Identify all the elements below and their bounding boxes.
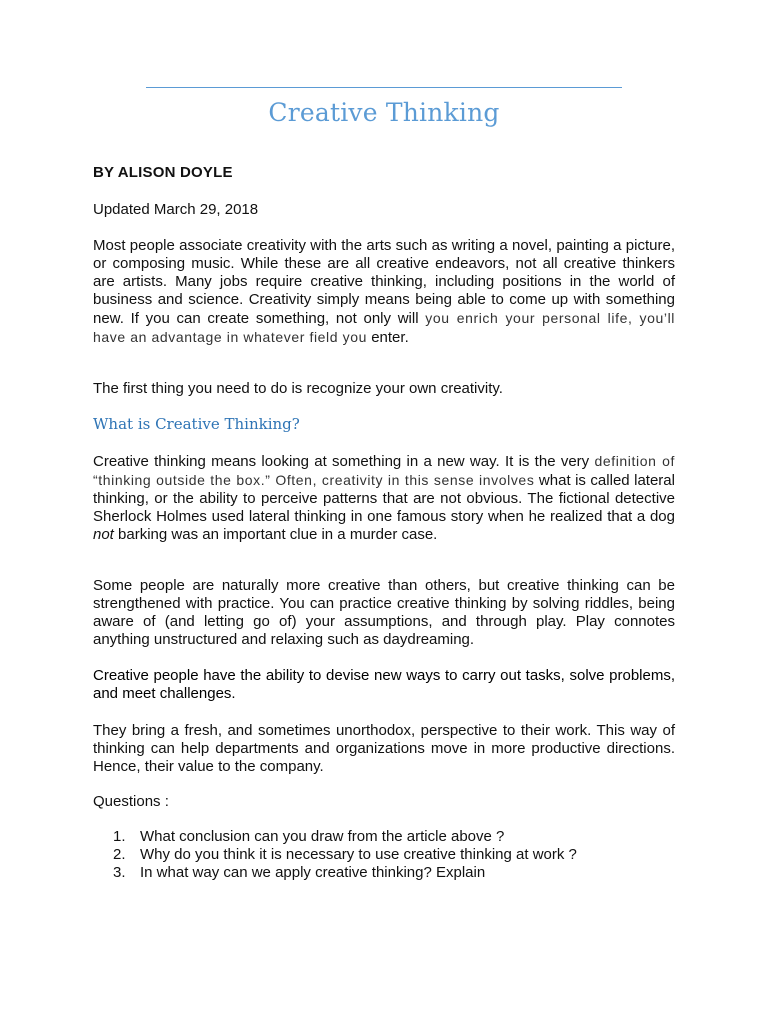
paragraph-definition-light: definition of “thinking outside the box.” Often, creativity in this sense involves: [93, 453, 675, 489]
question-number: 2.: [113, 846, 126, 864]
author-byline: BY ALISON DOYLE: [93, 164, 233, 181]
question-item: [113, 864, 673, 882]
paragraph-value: They bring a fresh, and sometimes unorthodox, perspective to their work. This way of thinking can help departments and organizations move in more productive directions. Hence, their value to the company.: [93, 722, 675, 776]
emphasis-not: not: [93, 526, 114, 544]
questions-list: [113, 828, 673, 883]
paragraph-recognize: The first thing you need to do is recognize your own creativity.: [93, 380, 503, 397]
section-heading: What is Creative Thinking?: [93, 415, 300, 433]
updated-date: Updated March 29, 2018: [93, 201, 259, 218]
page-title: Creative Thinking: [268, 98, 500, 127]
paragraph-ability: Creative people have the ability to devise new ways to carry out tasks, solve problems, and meet challenges.: [93, 667, 675, 703]
paragraph-practice: Some people are naturally more creative than others, but creative thinking can be strengthened with practice. You can practice creative thinking by solving riddles, being aware of (and letting go of) your assumptions, and through play. Play connotes anything unstructured and relaxing such as daydreaming.: [93, 577, 675, 649]
question-text: In what way can we apply creative thinking? Explain: [140, 864, 486, 882]
paragraph-definition-start: Creative thinking means looking at something in a new way. It is the very: [93, 453, 590, 470]
title-divider: [146, 87, 622, 88]
paragraph-intro-light: you enrich your personal life, you’ll have an advantage in whatever field you: [93, 310, 675, 346]
question-text: Why do you think it is necessary to use creative thinking at work ?: [140, 846, 577, 864]
paragraph-definition-end: barking was an important clue in a murder case.: [118, 526, 438, 544]
question-number: 1.: [113, 828, 126, 845]
questions-label: Questions :: [93, 793, 169, 810]
question-text: What conclusion can you draw from the article above ?: [140, 828, 505, 845]
question-number: 3.: [113, 864, 126, 882]
paragraph-intro-end: enter.: [371, 329, 409, 347]
paragraph-definition-middle: what is called lateral thinking, or the ability to perceive patterns that are not obvious. The fictional detective Sherlock Holmes used lateral thinking in one famous story when he realized that a dog: [93, 472, 675, 526]
question-item: [113, 846, 673, 864]
paragraph-definition: [93, 452, 675, 544]
paragraph-intro-main: Most people associate creativity with the arts such as writing a novel, painting a picture, or composing music. While these are all creative endeavors, not all creative thinkers are artists. Many jobs require creative thinking, including positions in the world of business and science. Creativity simply means being able to come up with something new. If you can create something, not only will: [93, 237, 675, 328]
question-item: [113, 828, 673, 846]
paragraph-intro: [93, 237, 675, 348]
